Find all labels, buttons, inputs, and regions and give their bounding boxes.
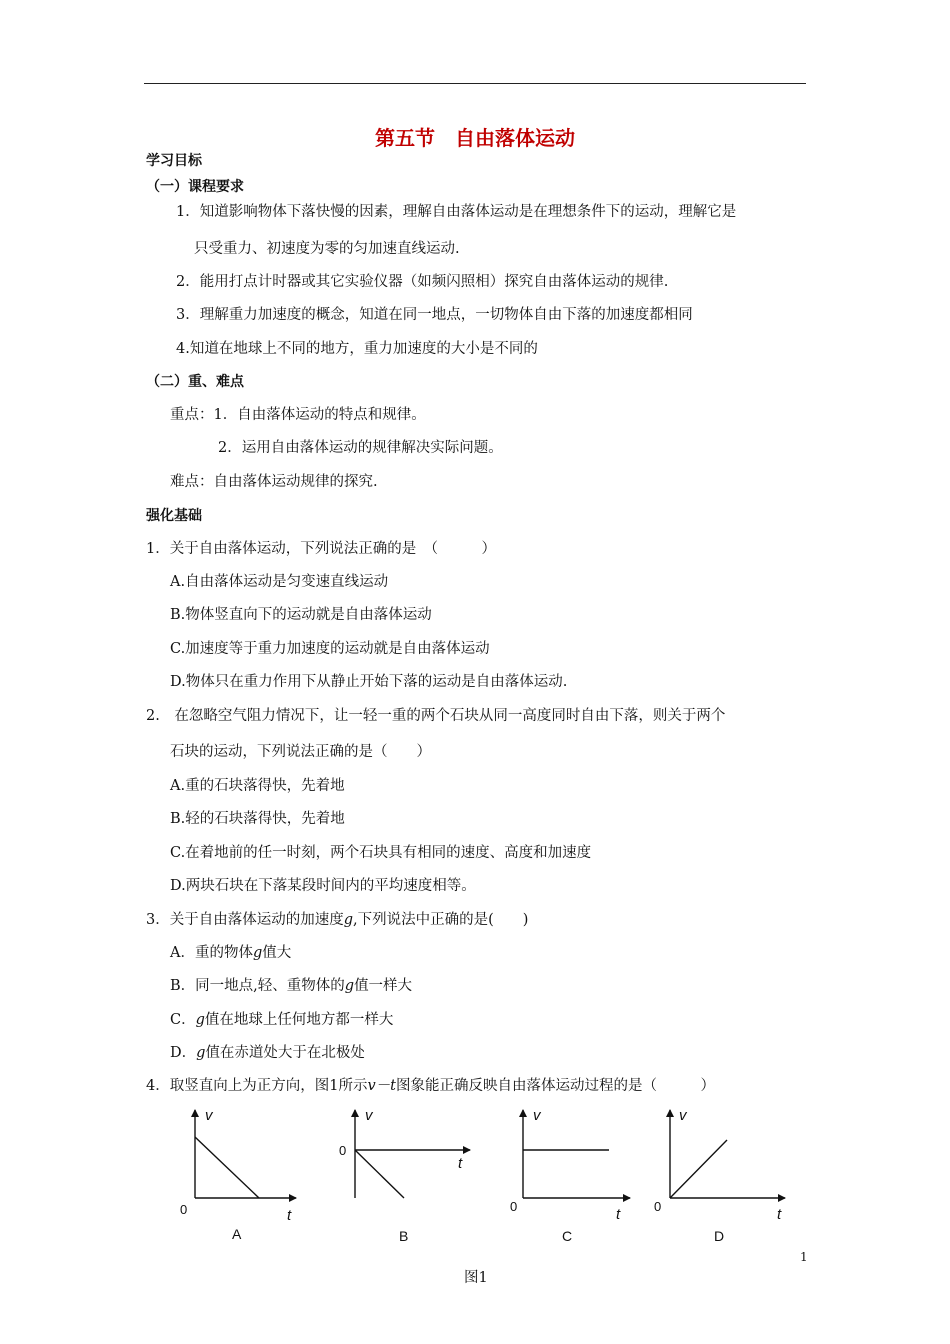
graph-d-v-label: v [679, 1107, 687, 1124]
q2-stem-cont: 石块的运动，下列说法正确的是（ ） [170, 744, 431, 760]
graph-a-line [195, 1137, 259, 1198]
graph-c-zero: 0 [510, 1199, 518, 1214]
graph-a-caption: A [232, 1226, 242, 1242]
page-title: 第五节 自由落体运动 [375, 126, 575, 150]
graph-c-v-label: v [533, 1107, 541, 1124]
q2-option-d: D.两块石块在下落某段时间内的平均速度相等。 [170, 878, 476, 894]
q1-stem: 1．关于自由落体运动，下列说法正确的是 （ ） [146, 541, 496, 557]
graph-b-v-label: v [365, 1107, 373, 1124]
q2-stem: 2. 在忽略空气阻力情况下，让一轻一重的两个石块从同一高度同时自由下落，则关于两个 [146, 708, 726, 724]
graph-a-t-label: t [287, 1207, 292, 1224]
q3-option-a: A．重的物体g值大 [170, 945, 292, 961]
graph-b-caption: B [399, 1228, 409, 1244]
q2-option-b: B.轻的石块落得快，先着地 [170, 811, 345, 827]
graph-d-t-label: t [777, 1206, 782, 1223]
graph-b-t-label: t [458, 1155, 463, 1172]
g-symbol: g [343, 912, 354, 928]
requirement-3: 3．理解重力加速度的概念，知道在同一地点，一切物体自由下落的加速度都相同 [176, 307, 693, 323]
course-requirements-heading: （一）课程要求 [146, 179, 244, 195]
q3-option-c: C．g值在地球上任何地方都一样大 [170, 1012, 394, 1028]
key-point-2: 2．运用自由落体运动的规律解决实际问题。 [218, 440, 503, 456]
q2-option-a: A.重的石块落得快，先着地 [170, 778, 345, 794]
vt-symbol: v－t [367, 1078, 396, 1094]
q1-option-b: B.物体竖直向下的运动就是自由落体运动 [170, 607, 432, 623]
graph-a-v-label: v [205, 1107, 213, 1124]
q4-stem: 4．取竖直向上为正方向，图1所示v－t图象能正确反映自由落体运动过程的是（ ） [146, 1078, 715, 1094]
graph-d-line [670, 1140, 727, 1198]
graph-c-caption: C [562, 1228, 573, 1244]
q3-stem: 3．关于自由落体运动的加速度g,下列说法中正确的是( ) [146, 912, 529, 928]
q3-option-d: D．g值在赤道处大于在北极处 [170, 1045, 365, 1061]
requirement-1: 1．知道影响物体下落快慢的因素，理解自由落体运动是在理想条件下的运动，理解它是 [176, 204, 737, 220]
difficult-point: 难点：自由落体运动规律的探究. [170, 474, 378, 490]
graph-d-zero: 0 [654, 1199, 662, 1214]
graph-b-line [355, 1150, 404, 1198]
graph-d-caption: D [714, 1228, 725, 1244]
q2-option-c: C.在着地前的任一时刻，两个石块具有相同的速度、高度和加速度 [170, 845, 592, 861]
key-points-heading: （二）重、难点 [146, 374, 244, 390]
q1-option-c: C.加速度等于重力加速度的运动就是自由落体运动 [170, 641, 490, 657]
requirement-2: 2．能用打点计时器或其它实验仪器（如频闪照相）探究自由落体运动的规律. [176, 274, 669, 290]
graph-b-zero: 0 [339, 1143, 347, 1158]
graph-d [670, 1110, 785, 1198]
graph-a-zero: 0 [180, 1202, 188, 1217]
graph-c-t-label: t [616, 1206, 621, 1223]
q1-option-d: D.物体只在重力作用下从静止开始下落的运动是自由落体运动. [170, 674, 568, 690]
q3-option-b: B．同一地点,轻、重物体的g值一样大 [170, 978, 413, 994]
basics-heading: 强化基础 [146, 508, 202, 524]
requirement-1-cont: 只受重力、初速度为零的匀加速直线运动. [194, 241, 460, 257]
goals-heading: 学习目标 [146, 153, 202, 169]
page-number: 1 [800, 1250, 808, 1264]
requirement-4: 4.知道在地球上不同的地方，重力加速度的大小是不同的 [176, 341, 538, 357]
q1-option-a: A.自由落体运动是匀变速直线运动 [170, 574, 389, 590]
figure-caption: 图1 [464, 1270, 488, 1286]
key-point-1: 重点：1．自由落体运动的特点和规律。 [170, 407, 426, 423]
